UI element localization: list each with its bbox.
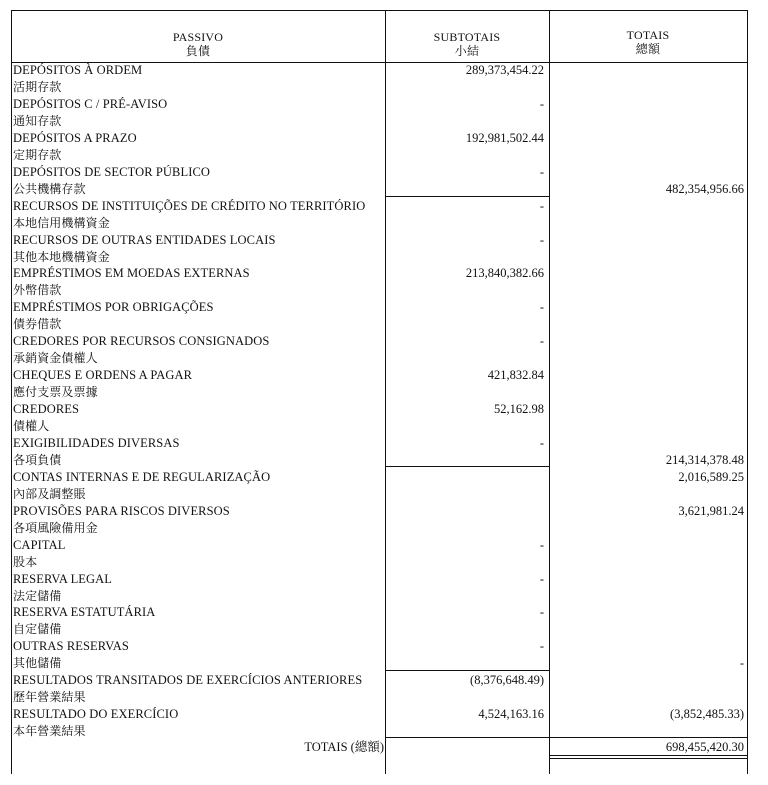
- row-label-pt: OUTRAS RESERVAS: [13, 639, 129, 654]
- table-row: [0, 638, 768, 672]
- table-row: [0, 672, 768, 706]
- row-subtotal: 192,981,502.44: [465, 130, 544, 145]
- row-subtotal: 4,524,163.16: [478, 707, 544, 722]
- row-label-cn: 各項負債: [13, 452, 62, 467]
- row-subtotal: -: [539, 537, 544, 552]
- row-label-cn: 法定儲備: [13, 588, 62, 603]
- row-subtotal: -: [539, 435, 544, 450]
- row-label-cn: 歷年營業結果: [13, 690, 86, 705]
- table-row: [0, 571, 768, 605]
- row-label-cn: 本年營業結果: [13, 724, 86, 739]
- row-label-cn: 債券借款: [13, 317, 62, 332]
- row-label-pt: RESERVA ESTATUTÁRIA: [13, 605, 156, 620]
- row-label-cn: 自定儲備: [13, 622, 62, 637]
- row-subtotal: 52,162.98: [494, 402, 544, 416]
- header-passivo-cn: 負債: [185, 44, 211, 58]
- table-row: [0, 265, 768, 299]
- row-subtotal: -: [539, 300, 544, 315]
- table-row: [0, 435, 768, 469]
- row-label-pt: RESERVA LEGAL: [13, 571, 113, 586]
- header-totais-cn: 總額: [635, 42, 661, 56]
- row-label-pt: RECURSOS DE INSTITUIÇÕES DE CRÉDITO NO TERRITÓRIO: [13, 198, 366, 213]
- table-row: [0, 299, 768, 333]
- table-row: [0, 232, 768, 266]
- row-subtotal: -: [539, 605, 544, 620]
- table-row: [0, 401, 768, 435]
- row-label-pt: EXIGIBILIDADES DIVERSAS: [13, 435, 180, 450]
- row-label-pt: RESULTADO DO EXERCÍCIO: [13, 707, 179, 722]
- table-row: [0, 164, 768, 198]
- row-subtotal: 421,832.84: [487, 368, 544, 383]
- row-label-cn: 應付支票及票據: [13, 385, 98, 400]
- row-subtotal: (8,376,648.49): [470, 673, 544, 688]
- row-total: 2,016,589.25: [678, 469, 744, 484]
- row-label-cn: 股本: [13, 554, 38, 569]
- row-label-pt: CREDORES: [13, 402, 80, 416]
- header-totais-pt: TOTAIS: [626, 28, 670, 42]
- row-label-cn: 承銷資金債權人: [13, 351, 98, 366]
- row-label-cn: 債權人: [13, 419, 50, 433]
- row-total: -: [739, 656, 744, 671]
- row-label-pt: DEPÓSITOS A PRAZO: [13, 130, 137, 145]
- grand-total-value: 698,455,420.30: [665, 740, 744, 754]
- table-row: [0, 367, 768, 401]
- row-label-pt: CAPITAL: [13, 537, 66, 552]
- row-subtotal: 213,840,382.66: [465, 266, 544, 281]
- table-row: [0, 198, 768, 232]
- table-row: [0, 333, 768, 367]
- header-subtotais: [385, 30, 549, 58]
- row-label-cn: 活期存款: [13, 80, 62, 94]
- row-label-pt: EMPRÉSTIMOS EM MOEDAS EXTERNAS: [13, 266, 250, 281]
- row-label-pt: CREDORES POR RECURSOS CONSIGNADOS: [13, 334, 270, 349]
- row-label-cn: 公共機構存款: [13, 181, 86, 196]
- row-label-pt: DEPÓSITOS C / PRÉ-AVISO: [13, 96, 168, 111]
- row-label-pt: RESULTADOS TRANSITADOS DE EXERCÍCIOS ANTERIORES: [13, 673, 363, 688]
- row-label-pt: CONTAS INTERNAS E DE REGULARIZAÇÃO: [13, 469, 271, 484]
- row-label-cn: 外幣借款: [13, 283, 62, 298]
- table-row: [0, 604, 768, 638]
- row-subtotal: -: [539, 232, 544, 247]
- header-passivo-pt: PASSIVO: [172, 30, 224, 44]
- row-total: (3,852,485.33): [670, 707, 744, 722]
- row-label-pt: DEPÓSITOS DE SECTOR PÚBLICO: [13, 164, 211, 179]
- top-border: [11, 10, 748, 11]
- row-label-cn: 其他本地機構資金: [13, 249, 110, 264]
- table-row: [0, 96, 768, 130]
- totals-label: TOTAIS (總額): [304, 740, 384, 754]
- row-total: 482,354,956.66: [665, 181, 744, 196]
- header-subtotais-pt: SUBTOTAIS: [433, 30, 501, 44]
- row-label-pt: DEPÓSITOS À ORDEM: [13, 63, 143, 77]
- row-label-cn: 其他儲備: [13, 656, 62, 671]
- row-label-pt: RECURSOS DE OUTRAS ENTIDADES LOCAIS: [13, 232, 276, 247]
- table-row: [0, 62, 768, 96]
- header-totais: [549, 28, 747, 56]
- row-total: 214,314,378.48: [665, 452, 744, 467]
- header-passivo: [11, 30, 385, 58]
- header-subtotais-cn: 小結: [454, 44, 480, 58]
- row-label-cn: 本地信用機構資金: [13, 215, 110, 230]
- row-label-cn: 內部及調整賬: [13, 486, 86, 501]
- table-row: [0, 469, 768, 503]
- table-row: [0, 706, 768, 740]
- row-subtotal: -: [539, 96, 544, 111]
- row-label-cn: 定期存款: [13, 147, 62, 162]
- row-label-pt: EMPRÉSTIMOS POR OBRIGAÇÕES: [13, 300, 214, 315]
- row-subtotal: -: [539, 198, 544, 213]
- table-row: [0, 130, 768, 164]
- row-subtotal: -: [539, 164, 544, 179]
- table-row: [0, 503, 768, 537]
- row-subtotal: -: [539, 639, 544, 654]
- grand-total-rule-2: [549, 758, 747, 759]
- row-subtotal: 289,373,454.22: [465, 63, 544, 77]
- row-label-cn: 各項風險備用金: [13, 520, 98, 535]
- row-subtotal: -: [539, 334, 544, 349]
- row-label-pt: CHEQUES E ORDENS A PAGAR: [13, 368, 193, 383]
- table-row: [0, 537, 768, 571]
- row-subtotal: -: [539, 571, 544, 586]
- row-label-cn: 通知存款: [13, 113, 62, 128]
- row-label-pt: PROVISÕES PARA RISCOS DIVERSOS: [13, 503, 230, 518]
- row-total: 3,621,981.24: [678, 503, 744, 518]
